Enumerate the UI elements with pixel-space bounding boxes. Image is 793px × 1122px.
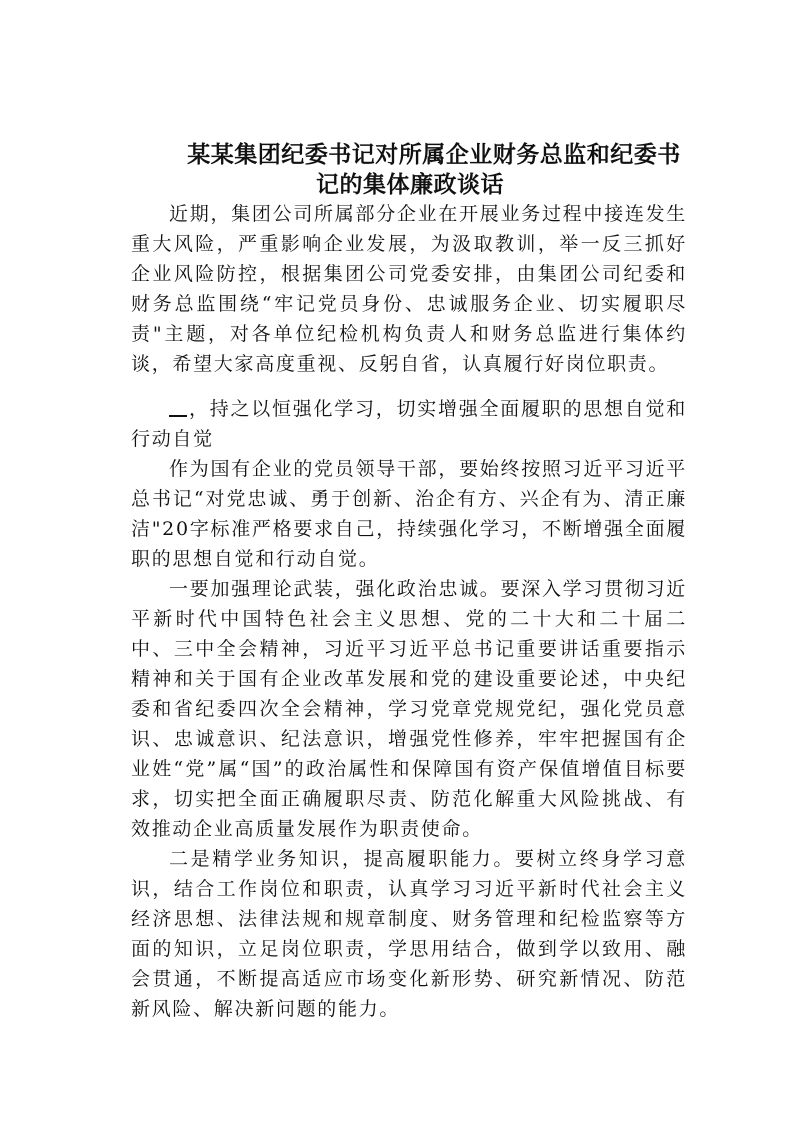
heading-number-blank [169,399,187,417]
title-line-2: 记的集体廉政谈话 [316,171,504,198]
title-line-1: 某某集团纪委书记对所属企业财务总监和纪委书 [187,141,681,168]
point-2-paragraph: 二是精学业务知识，提高履职能力。要树立终身学习意识，结合工作岗位和职责，认真学习习近平新时代社会主义经济思想、法律法规和规章制度、财务管理和纪检监察等方面的知识，立足岗位职责，学思用结合，做到学以致用、融会贯通，不断提高适应市场变化新形势、研究新情况、防范新风险、解决新问题的能力。 [131,848,687,1020]
document-body [131,199,687,1024]
section-1-paragraph: 作为国有企业的党员领导干部，要始终按照习近平习近平总书记“对党忠诚、勇于创新、治企有方、兴企有为、清正廉洁"20字标准严格要求自己，持续强化学习，不断增强全面履职的思想自觉和行动自觉。 [131,458,687,570]
document-title [130,140,690,200]
section-1-heading-text: ，持之以恒强化学习，切实增强全面履职的思想自觉和行动自觉 [131,398,687,450]
point-1-paragraph: 一要加强理论武装，强化政治忠诚。要深入学习贯彻习近平新时代中国特色社会主义思想、党的二十大和二十届二中、三中全会精神，习近平习近平总书记重要讲话重要指示精神和关于国有企业改革发展和党的建设重要论述，中央纪委和省纪委四次全会精神，学习党章党规党纪，强化党员意识、忠诚意识、纪法意识，增强党性修养，牢牢把握国有企业姓“党”属“国”的政治属性和保障国有资产保值增值目标要求，切实把全面正确履职尽责、防范化解重大风险挑战、有效推动企业高质量发展作为职责使命。 [131,578,687,840]
intro-paragraph: 近期，集团公司所属部分企业在开展业务过程中接连发生重大风险，严重影响企业发展，为汲取教训，举一反三抓好企业风险防控，根据集团公司党委安排，由集团公司纪委和财务总监围绕“牢记党员身份、忠诚服务企业、切实履职尽责"主题，对各单位纪检机构负责人和财务总监进行集体约谈，希望大家高度重视、反躬自省，认真履行好岗位职责。 [131,203,687,375]
section-1-heading [131,394,687,454]
